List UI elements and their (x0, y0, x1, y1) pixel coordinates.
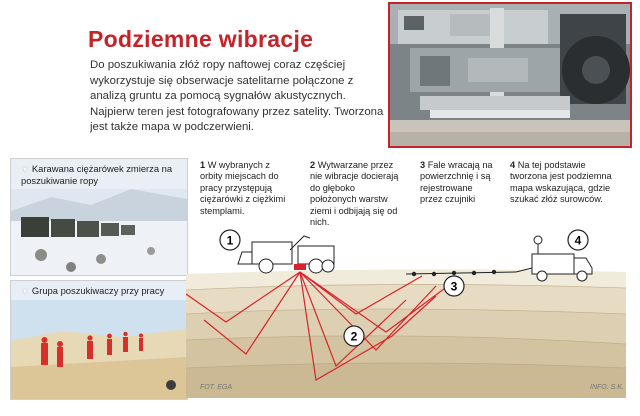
marker-3 (444, 276, 464, 296)
truck-caravan-photo (10, 158, 188, 276)
step-4-text: 4 Na tej podstawie tworzona jest podziemna mapa wskazująca, gdzie szukać złóż surowców. (510, 160, 612, 205)
step-1-text: 1 W wybranych z orbity miejscach do pracy przystępują ciężarówki z ciężkimi stemplami. (200, 160, 286, 216)
rock-layer-4 (186, 363, 626, 398)
step-2-text: 2 Wytwarzane przez nie wibracje docierają do głęboko położonych warstw ziemi i odbijają się od nich. (310, 160, 399, 228)
triangle-bullet-icon: ▼ (21, 165, 29, 174)
marker-4 (568, 230, 588, 250)
photo-caption: Karawana ciężarówek zmierza na poszukiwanie ropy (21, 163, 173, 186)
svg-text:3: 3 (450, 279, 458, 294)
vibrator-truck-photo (388, 2, 632, 148)
prospectors-photo (10, 280, 188, 400)
triangle-bullet-icon: ▼ (21, 287, 29, 296)
svg-text:4: 4 (574, 233, 582, 248)
intro-text: Do poszukiwania złóż ropy naftowej coraz częściej wykorzystuje się obserwacje satelitarne połączone z analizą gruntu za pomocą sygnałów akustycznych. Najpierw teren jest fotografowany przez satelity. Tworzona jest także mapa w podczerwieni. (90, 59, 384, 134)
photo-credit: FOT. EGA (200, 384, 233, 391)
svg-text:1: 1 (226, 233, 234, 248)
vibrator-plate-icon (294, 264, 306, 270)
marker-1 (220, 230, 240, 250)
photo-caption: Grupa poszukiwaczy przy pracy (31, 285, 165, 296)
step-3-text: 3 Fale wracają na powierzchnię i są rejestrowane przez czujniki (420, 160, 493, 205)
seismic-cross-section-diagram (186, 154, 626, 398)
vibrator-truck-icon (238, 236, 334, 273)
page-title: Podziemne wibracje (88, 26, 314, 52)
svg-text:2: 2 (350, 329, 358, 344)
marker-2 (344, 326, 364, 346)
info-credit: INFO. S.K. (590, 384, 624, 391)
